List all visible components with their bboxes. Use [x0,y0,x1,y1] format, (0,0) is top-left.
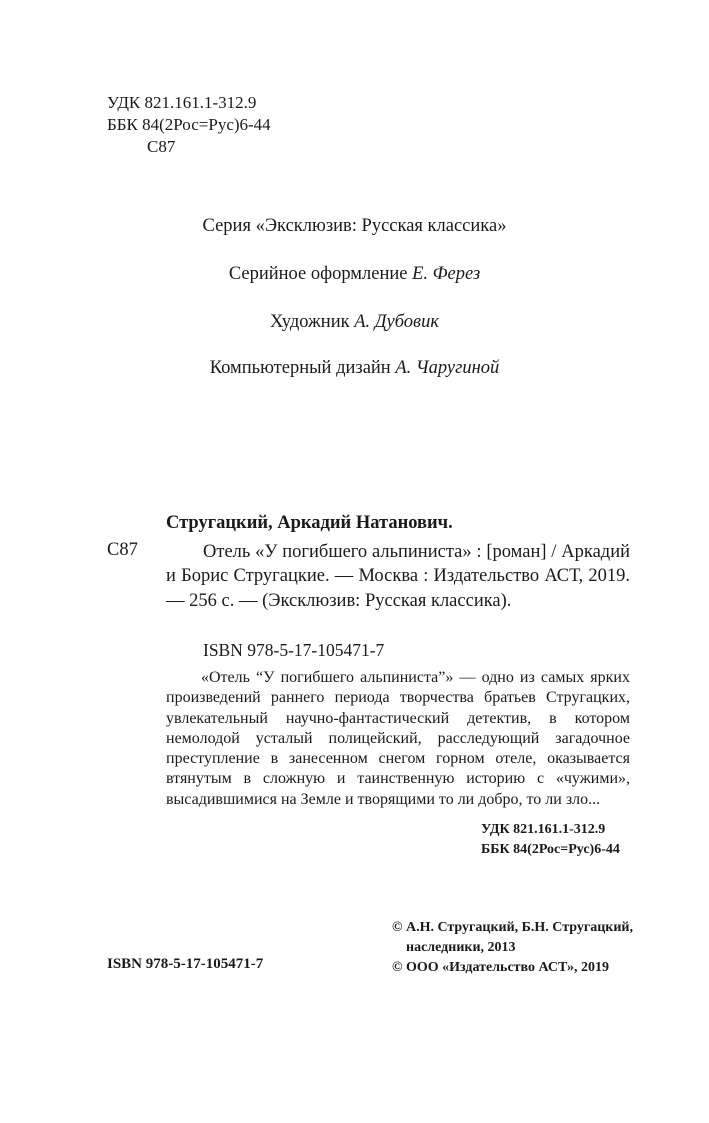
computer-design-label: Компьютерный дизайн [209,358,391,378]
author-mark: С87 [147,137,176,156]
annotation-paragraph: «Отель “У погибшего альпиниста”» — одно из самых ярких произведений раннего периода творчества братьев Стругацких, увлекательный научно-фантастический детектив, в котором немолодой усталый полицейский, расследующий загадочное преступление в занесенном снегом горном отеле, оказывается втянутым в сложную и таинственную историю с «чужими», высадившимися на Земле и творящими то ли добро, то ли зло... [166,669,630,808]
series-design-name: Е. Ферез [412,264,481,284]
classification-block [107,92,271,158]
record-classification [481,820,620,860]
artist-line [0,312,709,333]
series-line: Серия «Эксклюзив: Русская классика» [202,216,507,236]
computer-design-name: А. Чаругиной [395,358,500,378]
series-design-label: Серийное оформление [228,264,408,284]
bbk-code: ББК 84(2Рос=Рус)6-44 [107,115,271,134]
copyright-heirs: наследники, 2013 [406,940,516,955]
record-description: Отель «У погибшего альпиниста» : [роман] / Аркадий и Борис Стругацкие. — Москва : Издательство АСТ, 2019. — 256 с. — (Эксклюзив: Русская классика). [166,542,630,611]
record-mark: С87 [107,540,138,560]
record-bbk: ББК 84(2Рос=Рус)6-44 [481,842,620,857]
record-udk: УДК 821.161.1-312.9 [481,822,606,837]
record-isbn: ISBN 978-5-17-105471-7 [203,640,385,660]
artist-label: Художник [270,312,350,332]
computer-design-line [0,358,709,379]
footer-isbn: ISBN 978-5-17-105471-7 [107,956,264,972]
record-author: Стругацкий, Аркадий Натанович. [166,513,453,533]
series-design-line [0,264,709,285]
copyright-block [392,918,633,978]
udk-code: УДК 821.161.1-312.9 [107,93,257,112]
copyright-publisher: © ООО «Издательство АСТ», 2019 [392,960,610,975]
artist-name: А. Дубовик [354,312,439,332]
copyright-authors: © А.Н. Стругацкий, Б.Н. Стругацкий, [392,920,634,935]
